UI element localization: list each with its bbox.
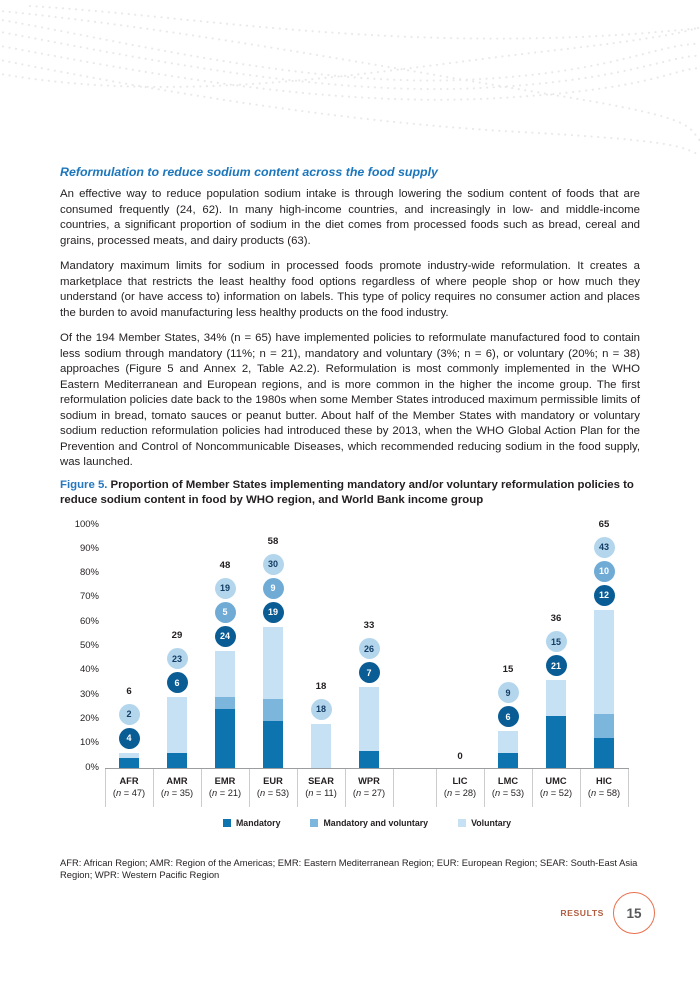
y-tick-label: 80% (79, 567, 99, 579)
value-circle-mandatory_and_voluntary: 10 (594, 561, 615, 582)
category-code: UMC (545, 775, 567, 786)
bar-segment-mandatory (359, 751, 379, 768)
bar-segment-voluntary (311, 724, 331, 768)
bar-segment-voluntary (594, 610, 614, 714)
category-label-HIC (580, 775, 628, 800)
legend-swatch (223, 819, 231, 827)
category-n-label: (n = 52) (539, 788, 573, 798)
category-label-WPR (345, 775, 393, 800)
legend-item (310, 818, 428, 828)
category-code: LIC (452, 775, 468, 786)
bar-total-label: 48 (219, 559, 231, 571)
value-circle-mandatory: 12 (594, 585, 615, 606)
y-tick-label: 40% (79, 664, 99, 676)
category-n-label: (n = 47) (112, 788, 146, 798)
category-label-AFR (105, 775, 153, 800)
bar-total-label: 18 (315, 680, 327, 692)
value-circle-voluntary: 18 (311, 699, 332, 720)
bar-segment-mandatory (546, 716, 566, 767)
bar-segment-mandatory (167, 753, 187, 768)
category-n-label: (n = 53) (491, 788, 525, 798)
category-label-LMC (484, 775, 532, 800)
bar-segment-mandatory_and_voluntary (215, 697, 235, 709)
category-n-label: (n = 28) (443, 788, 477, 798)
value-circle-mandatory_and_voluntary: 5 (215, 602, 236, 623)
y-tick-label: 100% (74, 518, 99, 530)
category-separator (532, 769, 533, 807)
value-circle-voluntary: 30 (263, 554, 284, 575)
category-code: AFR (119, 775, 139, 786)
value-circle-voluntary: 2 (119, 704, 140, 725)
category-n-label: (n = 11) (305, 788, 337, 798)
category-separator (345, 769, 346, 807)
chart-legend (105, 818, 629, 828)
bar-total-label: 36 (550, 613, 562, 625)
figure-footnote: AFR: African Region; AMR: Region of the Americas; EMR: Eastern Mediterranean Region; EUR: European Region; SEAR: South-East Asia Region; WPR: Western Pacific Region (60, 856, 638, 881)
figure-number: Figure 5. (60, 478, 108, 491)
value-circle-mandatory: 19 (263, 602, 284, 623)
category-separator (580, 769, 581, 807)
legend-swatch (458, 819, 466, 827)
value-circle-mandatory: 21 (546, 655, 567, 676)
category-n-label: (n = 58) (587, 788, 621, 798)
page-content (60, 165, 640, 882)
category-n-label: (n = 35) (160, 788, 194, 798)
category-separator (297, 769, 298, 807)
y-tick-label: 50% (79, 640, 99, 651)
bar-total-label: 65 (598, 518, 610, 530)
bar-segment-mandatory (119, 758, 139, 768)
page-number: 15 (626, 905, 642, 921)
figure-5-stacked-bar-chart (60, 515, 640, 837)
page-footer (560, 892, 655, 934)
category-label-LIC (436, 775, 484, 800)
body-paragraph-2: Mandatory maximum limits for sodium in processed foods promote industry-wide reformulation. It creates a marketplace that restricts the least healthy food options regardless of where people shop or how much they understand (or have access to) information on labels. This type of policy requires no consumer action and places the burden to avoid manufacturing less healthy products on the food industry. (60, 260, 640, 319)
y-tick-label: 90% (79, 542, 99, 554)
bar-segment-mandatory (215, 709, 235, 767)
value-circle-voluntary: 9 (498, 682, 519, 703)
footer-section-label: RESULTS (560, 908, 604, 918)
value-circle-mandatory_and_voluntary: 9 (263, 578, 284, 599)
category-separator (628, 769, 629, 807)
bar-total-label: 33 (363, 620, 375, 632)
value-circle-mandatory: 6 (167, 672, 188, 693)
y-tick-label: 0% (85, 761, 99, 773)
category-n-label: (n = 21) (208, 788, 242, 798)
value-circle-voluntary: 43 (594, 537, 615, 558)
category-separator (201, 769, 202, 807)
bar-total-label: 6 (126, 685, 132, 697)
bar-total-label: 0 (457, 750, 463, 762)
category-label-EMR (201, 775, 249, 800)
value-circle-voluntary: 15 (546, 631, 567, 652)
chart-category-axis (105, 769, 629, 811)
bar-total-label: 29 (171, 630, 183, 642)
category-separator (249, 769, 250, 807)
category-separator (484, 769, 485, 807)
value-circle-voluntary: 26 (359, 638, 380, 659)
value-circle-voluntary: 23 (167, 648, 188, 669)
legend-swatch (310, 819, 318, 827)
decorative-dot-waves (0, 0, 700, 165)
bar-segment-mandatory (594, 738, 614, 767)
bar-total-label: 15 (502, 664, 514, 676)
y-tick-label: 30% (79, 688, 99, 700)
value-circle-mandatory: 6 (498, 706, 519, 727)
bar-segment-mandatory_and_voluntary (263, 699, 283, 721)
chart-plot-area (74, 518, 629, 773)
body-paragraph-3: Of the 194 Member States, 34% (n = 65) have implemented policies to reformulate manufactured food to contain less sodium through mandatory (11%; n = 21), mandatory and voluntary (3%; n = 6), or voluntary (20%; n = 38) approaches (Figure 5 and Annex 2, Table A2.2). Reformulation is most commonly implemented in the WHO Eastern Mediterranean and European regions, and is more common in the higher the income group. The first reformulation policies date back to the 1980s when some Member States introduced maximum permissible limits of sodium in bread, tomato sauces or peanut butter. About half of the Member States with mandatory or voluntary sodium reduction reformulation policies had introduced these by 2013, when the WHO Global Action Plan for the Prevention and Control of Noncommunicable Diseases, which recommended reducing sodium in the food supply, was launched. (60, 332, 640, 468)
category-separator (393, 769, 394, 807)
y-tick-label: 10% (79, 737, 99, 749)
category-code: HIC (595, 775, 612, 786)
category-code: LMC (497, 775, 519, 786)
legend-item (223, 818, 280, 828)
bar-segment-voluntary (167, 697, 187, 753)
category-n-label: (n = 53) (256, 788, 290, 798)
legend-label: Mandatory and voluntary (323, 817, 429, 828)
y-tick-label: 20% (79, 712, 99, 724)
legend-label: Mandatory (235, 817, 281, 828)
bar-segment-voluntary (263, 627, 283, 700)
bar-segment-mandatory (498, 753, 518, 768)
figure-caption-text: Proportion of Member States implementing mandatory and/or voluntary reformulation policies to reduce sodium content in food by WHO region, and World Bank income group (60, 478, 634, 506)
bar-segment-voluntary (498, 731, 518, 753)
figure-caption (60, 478, 640, 509)
value-circle-mandatory: 7 (359, 662, 380, 683)
bar-segment-voluntary (359, 687, 379, 750)
bar-segment-voluntary (546, 680, 566, 716)
category-label-SEAR (297, 775, 345, 800)
legend-item (458, 818, 511, 828)
bar-segment-mandatory (263, 721, 283, 767)
bar-segment-voluntary (119, 753, 139, 758)
bar-segment-mandatory_and_voluntary (594, 714, 614, 738)
category-label-UMC (532, 775, 580, 800)
y-tick-label: 60% (79, 615, 99, 627)
value-circle-mandatory: 24 (215, 626, 236, 647)
section-heading: Reformulation to reduce sodium content across the food supply (60, 165, 438, 179)
bar-segment-voluntary (215, 651, 235, 697)
category-separator (436, 769, 437, 807)
bar-total-label: 58 (267, 535, 279, 547)
category-label-EUR (249, 775, 297, 800)
category-code: EMR (214, 775, 236, 786)
category-code: EUR (263, 775, 283, 786)
category-separator (153, 769, 154, 807)
category-code: AMR (166, 775, 188, 786)
category-label-AMR (153, 775, 201, 800)
category-separator (105, 769, 106, 807)
body-paragraph-1: An effective way to reduce population sodium intake is through lowering the sodium content of foods that are consumed frequently (24, 62). In many high-income countries, and increasingly in low- and middle-income countries, a significant proportion of sodium in the diet comes from processed foods such as bread, cereal and grains, processed meats, and dairy products (63). (60, 188, 640, 247)
category-code: WPR (358, 775, 380, 786)
legend-label: Voluntary (471, 817, 511, 828)
y-tick-label: 70% (79, 591, 99, 603)
category-code: SEAR (308, 775, 334, 786)
value-circle-mandatory: 4 (119, 728, 140, 749)
page-number-badge (613, 892, 655, 934)
category-n-label: (n = 27) (352, 788, 386, 798)
value-circle-voluntary: 19 (215, 578, 236, 599)
